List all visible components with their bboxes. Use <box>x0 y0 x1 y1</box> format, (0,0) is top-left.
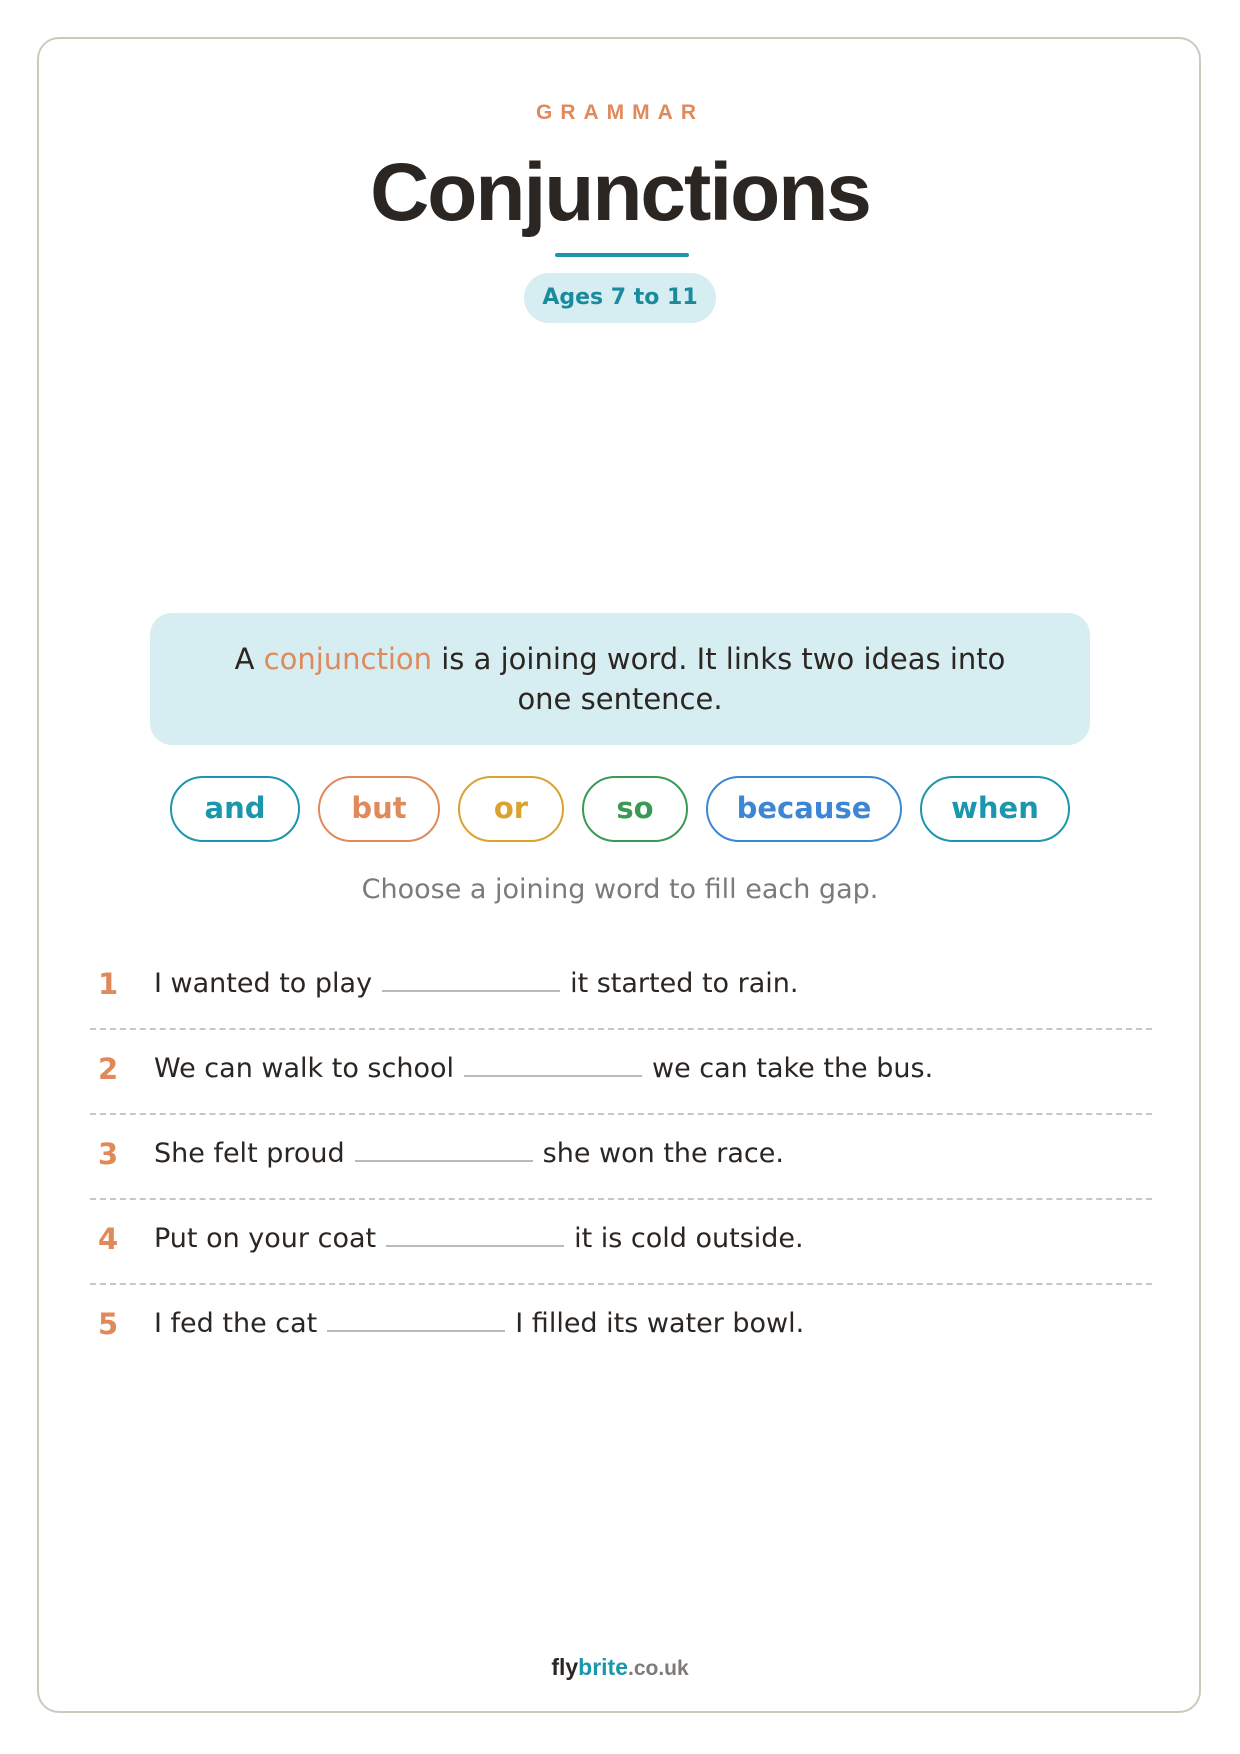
question-sentence <box>154 1217 804 1261</box>
row-divider <box>90 1028 1152 1030</box>
sentence-end: she won the race. <box>542 1138 784 1169</box>
word-bank <box>0 776 1240 842</box>
question-row <box>90 1132 1152 1217</box>
answer-blank[interactable] <box>464 1049 642 1077</box>
sentence-start: I fed the cat <box>154 1308 318 1339</box>
question-number: 5 <box>98 1307 119 1341</box>
word-chip-so[interactable]: so <box>582 776 688 842</box>
row-divider <box>90 1113 1152 1115</box>
word-chip-or[interactable]: or <box>458 776 564 842</box>
row-divider <box>90 1283 1152 1285</box>
instruction-text: Choose a joining word to fill each gap. <box>361 874 879 905</box>
definition-text-end: is a joining word. It links two ideas into one sentence. <box>432 642 1006 716</box>
title-underline <box>555 253 689 257</box>
answer-blank[interactable] <box>327 1304 505 1332</box>
definition-highlight: conjunction <box>263 642 433 676</box>
brand-domain: .co.uk <box>628 1657 689 1680</box>
question-row <box>90 1047 1152 1132</box>
subject-kicker: GRAMMAR <box>536 101 704 124</box>
sentence-end: it is cold outside. <box>574 1223 804 1254</box>
question-sentence <box>154 1302 804 1346</box>
question-sentence <box>154 1132 784 1176</box>
word-chip-when[interactable]: when <box>920 776 1070 842</box>
sentence-start: I wanted to play <box>154 968 373 999</box>
sentence-start: Put on your coat <box>154 1223 377 1254</box>
word-chip-but[interactable]: but <box>318 776 440 842</box>
question-number: 3 <box>98 1137 119 1171</box>
answer-blank[interactable] <box>355 1134 533 1162</box>
sentence-start: She felt proud <box>154 1138 345 1169</box>
question-row <box>90 962 1152 1047</box>
question-row <box>90 1217 1152 1302</box>
definition-box <box>150 613 1090 745</box>
brand-name-part2: brite <box>578 1654 628 1680</box>
word-chip-because[interactable]: because <box>706 776 902 842</box>
question-number: 4 <box>98 1222 119 1256</box>
sentence-end: it started to rain. <box>570 968 799 999</box>
footer-brand <box>0 1654 1240 1681</box>
question-number: 1 <box>98 967 119 1001</box>
sentence-end: we can take the bus. <box>652 1053 934 1084</box>
sentence-end: I filled its water bowl. <box>515 1308 805 1339</box>
question-number: 2 <box>98 1052 119 1086</box>
answer-blank[interactable] <box>386 1219 564 1247</box>
question-row <box>90 1302 1152 1387</box>
page-title: Conjunctions <box>370 147 870 238</box>
word-chip-and[interactable]: and <box>170 776 300 842</box>
answer-blank[interactable] <box>382 964 560 992</box>
question-sentence <box>154 962 798 1006</box>
brand-name-part1: fly <box>551 1654 579 1680</box>
age-badge: Ages 7 to 11 <box>524 273 716 323</box>
row-divider <box>90 1198 1152 1200</box>
definition-text-start: A <box>234 642 264 676</box>
sentence-start: We can walk to school <box>154 1053 454 1084</box>
question-sentence <box>154 1047 933 1091</box>
